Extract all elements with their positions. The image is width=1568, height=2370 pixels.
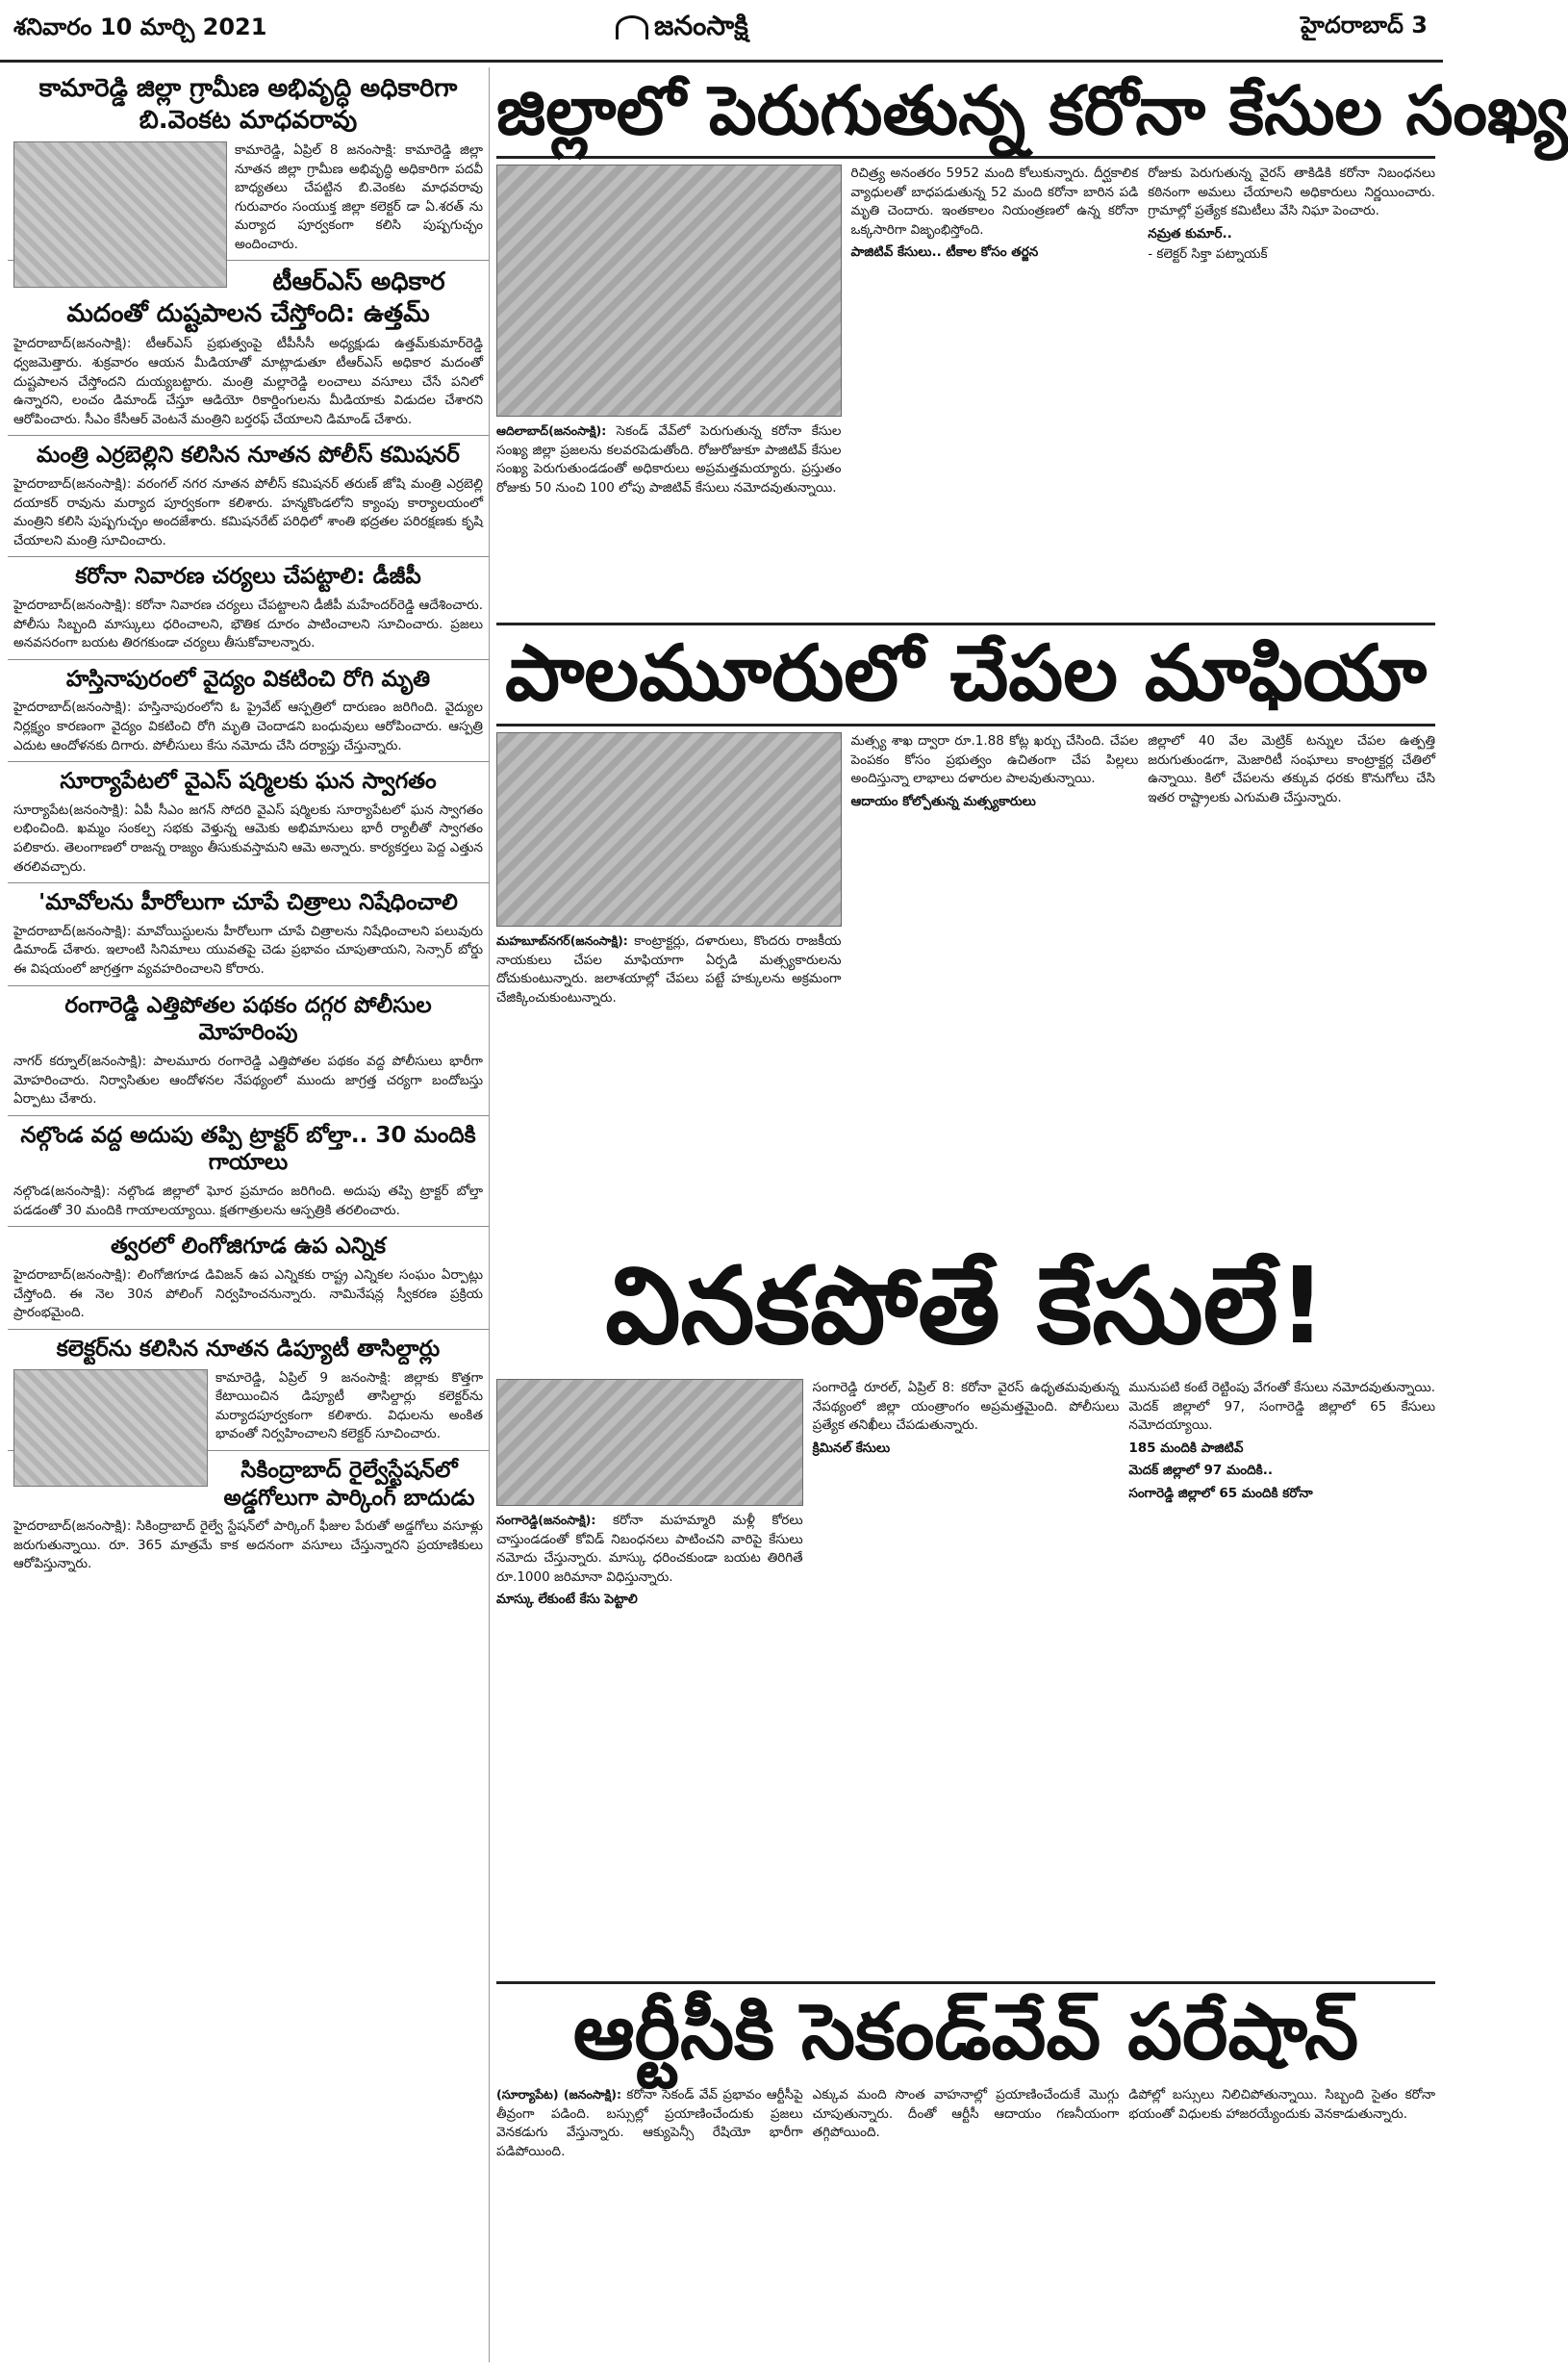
story1-col2 xyxy=(851,165,1139,617)
story-dgp xyxy=(8,557,489,659)
paragraph: జిల్లాలో 40 వేల మెట్రిక్ టన్నుల చేపల ఉత్పత్తి జరుగుతుండగా, మెజారిటీ సంఘాలు కాంట్రాక్టర్ల చేతిలో ఉన్నాయి. కిలో చేపలను తక్కువ ధరకు కొనుగోలు చేసి ఇతర రాష్ట్రాలకు ఎగుమతి చేస్తున్నారు. xyxy=(1148,733,1435,805)
subheading: పాజిటివ్ కేసులు.. టీకాల కోసం తర్జన xyxy=(850,244,1039,261)
story-lingojiguda xyxy=(8,1227,489,1329)
story3-col1 xyxy=(496,1379,803,1975)
story-body: సూర్యాపేట(జనంసాక్షి): ఏపీ సీఎం జగన్ సోదరి వైఎస్ షర్మిలకు సూర్యాపేటలో ఘన స్వాగతం లభించింది. ఖమ్మం సంకల్ప సభకు వెళ్తున్న ఆమెకు అభిమానులు భారీ ర్యాలీతో స్వాగతం పలికారు. తెలంగాణలో రాజన్న రాజ్యం తీసుకువస్తామని ఆమె అన్నారు. కార్యకర్తలు పెద్ద ఎత్తున తరలివచ్చారు. xyxy=(13,802,483,875)
story-hastinapuram xyxy=(8,660,489,762)
story3-col3 xyxy=(1128,1379,1435,1975)
story-body: హైదరాబాద్(జనంసాక్షి): లింగోజిగూడ డివిజన్ ఉప ఎన్నికకు రాష్ట్ర ఎన్నికల సంఘం ఏర్పాట్లు చేస్తోంది. ఈ నెల 30న పోలింగ్ నిర్వహించనున్నారు. నామినేషన్ల స్వీకరణ ప్రక్రియ ప్రారంభమైంది. xyxy=(13,1267,483,1321)
story-rangareddy-police xyxy=(8,986,489,1116)
headline-fish-mafia: పాలమూరులో చేపల మాఫియా xyxy=(496,623,1435,726)
story1-body xyxy=(496,159,1435,623)
subheading: మెదక్ జిల్లాలో 97 మందికి.. xyxy=(1128,1463,1273,1479)
story-body: హైదరాబాద్(జనంసాక్షి): సికింద్రాబాద్ రైల్వే స్టేషన్‌లో పార్కింగ్ ఫీజుల పేరుతో అడ్డగోలు వసూళ్లు జరుగుతున్నాయి. రూ. 365 మాత్రమే కాక అదనంగా వసూలు చేస్తున్నారని ప్రయాణికులు ఆరోపిస్తున్నారు. xyxy=(13,1518,483,1572)
story1-text1 xyxy=(496,422,842,497)
quote-attribution: - కలెక్టర్ సిక్తా పట్నాయక్ xyxy=(1148,246,1268,263)
story4-col1 xyxy=(496,2086,803,2165)
page-header xyxy=(0,0,1443,63)
news-photo-checking xyxy=(496,1379,803,1506)
story4-text1 xyxy=(496,2086,803,2161)
masthead-title: జనంసాక్షి xyxy=(654,10,748,41)
story-body: హైదరాబాద్(జనంసాక్షి): హస్తినాపురంలోని ఓ ప్రైవేట్ ఆస్పత్రిలో దారుణం జరిగింది. వైద్యుల నిర్లక్ష్యం కారణంగా వైద్యం వికటించి రోగి మృతి చెందాడని బంధువులు ఆరోపించారు. ఆస్పత్రి ఎదుట ఆందోళనకు దిగారు. పోలీసులు కేసు నమోదు చేసి దర్యాప్తు చేస్తున్నారు. xyxy=(13,700,483,753)
story-tractor-accident xyxy=(8,1116,489,1228)
dateline: (సూర్యాపేట) (జనంసాక్షి): xyxy=(496,2087,622,2102)
story-headline: టీఆర్ఎస్ అధికార మదంతో దుష్టపాలన చేస్తోంది: ఉత్తమ్ xyxy=(66,268,445,328)
story-headline: సూర్యాపేటలో వైఎస్ షర్మిలకు ఘన స్వాగతం xyxy=(60,769,437,795)
story-body: నల్గొండ(జనంసాక్షి): నల్గొండ జిల్లాలో ఘోర ప్రమాదం జరిగింది. అదుపు తప్పి ట్రాక్టర్ బోల్తా పడడంతో 30 మందికి గాయాలయ్యాయి. క్షతగాత్రులను ఆస్పత్రికి తరలించారు. xyxy=(13,1184,483,1218)
news-photo xyxy=(13,1369,208,1487)
story-madhava-rao xyxy=(8,67,489,261)
dateline: సంగారెడ్డి(జనంసాక్షి): xyxy=(496,1513,596,1527)
paragraph: కరోనా సెకండ్ వేవ్ ప్రభావం ఆర్టీసీపై తీవ్రంగా పడింది. బస్సుల్లో ప్రయాణించేందుకు ప్రజలు వెనకడుగు వేస్తున్నారు. ఆక్యుపెన్సీ రేషియో భారీగా పడిపోయింది. xyxy=(496,2087,803,2159)
masthead-logo-icon xyxy=(616,15,648,39)
story-headline: కలెక్టర్‌ను కలిసిన నూతన డిప్యూటీ తాసిల్దార్లు xyxy=(56,1336,441,1362)
page-city: హైదరాబాద్ 3 xyxy=(1301,12,1428,38)
story-body: కామారెడ్డి, ఏప్రిల్ 9 జనంసాక్షి: జిల్లాకు కొత్తగా కేటాయించిన డిప్యూటీ తాసిల్దార్లు కలెక్టర్‌ను మర్యాదపూర్వకంగా కలిశారు. విధులను అంకిత భావంతో నిర్వహించాలని కలెక్టర్ సూచించారు. xyxy=(215,1369,483,1442)
story-headline: రంగారెడ్డి ఎత్తిపోతల పథకం దగ్గర పోలీసుల మోహరింపు xyxy=(64,992,432,1046)
subheading: 185 మందికి పాజిటివ్ xyxy=(1128,1440,1244,1456)
story-headline: 'మావోలను హీరోలుగా చూపే చిత్రాలు నిషేధించాలి xyxy=(38,890,458,916)
story-body: హైదరాబాద్(జనంసాక్షి): టీఆర్ఎస్ ప్రభుత్వంపై టీపీసీసీ అధ్యక్షుడు ఉత్తమ్‌కుమార్‌రెడ్డి ధ్వజమెత్తారు. శుక్రవారం ఆయన మీడియాతో మాట్లాడుతూ టీఆర్ఎస్ అధికార మదంతో దుష్టపాలన చేస్తోందని దుయ్యబట్టారు. మంత్రి మల్లారెడ్డి లంచాలు వసూలు చేసే పనిలో ఉన్నారని, లంచం డిమాండ్ చేస్తూ ఆడియో రికార్డింగులను మీడియాకు విడుదల చేశారని ఆరోపించారు. సీఎం కేసీఆర్ వెంటనే మంత్రిని బర్తరఫ్ చేయాలని డిమాండ్ చేశారు. xyxy=(13,336,483,427)
story-headline: మంత్రి ఎర్రబెల్లిని కలిసిన నూతన పోలీస్ కమిషనర్ xyxy=(37,443,460,469)
story-body: కామారెడ్డి, ఏప్రిల్ 8 జనంసాక్షి: కామారెడ్డి జిల్లా నూతన జిల్లా గ్రామీణ అభివృద్ధి అధికారిగా పదవీ బాధ్యతలు చేపట్టిన బి.వెంకట మాధవరావు గురువారం సంయుక్త జిల్లా కలెక్టర్ డా ఏ.శరత్ ను మర్యాద పూర్వకంగా కలిసి పుష్పగుచ్ఛం అందించారు. xyxy=(235,142,483,252)
story-headline: కరోనా నివారణ చర్యలు చేపట్టాలి: డీజీపీ xyxy=(75,564,421,590)
headline-corona-cases: జిల్లాలో పెరుగుతున్న కరోనా కేసుల సంఖ్య xyxy=(496,67,1435,159)
story3-text1 xyxy=(496,1512,803,1587)
masthead xyxy=(616,10,748,48)
subheading: మాస్కు లేకుంటే కేసు పెట్టాలి xyxy=(496,1592,638,1608)
paragraph: సంగారెడ్డి రూరల్, ఏప్రిల్ 8: కరోనా వైరస్ ఉధృతమవుతున్న నేపథ్యంలో జిల్లా యంత్రాంగం అప్రమత్తమైంది. పోలీసులు ప్రత్యేక తనిఖీలు చేపడుతున్నారు. xyxy=(812,1380,1120,1434)
headline-rtc-second-wave: ఆర్టీసీకి సెకండ్‌వేవ్ పరేషాన్ xyxy=(496,1981,1435,2080)
paragraph: రోజుకు పెరుగుతున్న వైరస్ తాకిడికి కరోనా నిబంధనలు కఠినంగా అమలు చేయాలని అధికారులు నిర్ణయించారు. గ్రామాల్లో ప్రత్యేక కమిటీలు వేసి నిఘా పెంచారు. xyxy=(1148,166,1435,219)
story3-body xyxy=(496,1373,1435,1981)
left-column xyxy=(8,67,490,2362)
story2-col2 xyxy=(851,732,1139,1233)
story-body: నాగర్ కర్నూల్(జనంసాక్షి): పాలమూరు రంగారెడ్డి ఎత్తిపోతల పథకం వద్ద పోలీసులు భారీగా మోహరించారు. నిర్వాసితుల ఆందోళనల నేపథ్యంలో ముందు జాగ్రత్త చర్యగా బందోబస్తు ఏర్పాటు చేశారు. xyxy=(13,1054,483,1108)
story-headline: త్వరలో లింగోజిగూడ ఉప ఎన్నిక xyxy=(111,1234,386,1260)
story2-body xyxy=(496,726,1435,1238)
dateline: ఆదిలాబాద్(జనంసాక్షి): xyxy=(496,423,607,438)
story-deputy-tahsildars xyxy=(8,1330,489,1451)
story4-col3 xyxy=(1128,2086,1435,2165)
story4-col2 xyxy=(813,2086,1120,2165)
subheading: నమ్రత కుమార్.. xyxy=(1148,225,1232,242)
main-area xyxy=(496,67,1568,2362)
story2-col3 xyxy=(1148,732,1435,1233)
story-body: హైదరాబాద్(జనంసాక్షి): కరోనా నివారణ చర్యలు చేపట్టాలని డీజీపీ మహేందర్‌రెడ్డి ఆదేశించారు. పోలీసు సిబ్బంది మాస్కులు ధరించాలని, భౌతిక దూరం పాటించాలని సూచించారు. ప్రజలు అనవసరంగా బయట తిరగకుండా చర్యలు తీసుకోవాలన్నారు. xyxy=(13,597,483,651)
story-maoist-films xyxy=(8,883,489,985)
story-body: హైదరాబాద్(జనంసాక్షి): మావోయిస్టులను హీరోలుగా చూపే చిత్రాలను నిషేధించాలని పలువురు డిమాండ్ చేశారు. ఇలాంటి సినిమాలు యువతపై చెడు ప్రభావం చూపుతాయని, సెన్సార్ బోర్డు ఈ విషయంలో జాగ్రత్తగా వ్యవహరించాలని కోరారు. xyxy=(13,923,483,977)
subheading: క్రిమినల్ కేసులు xyxy=(812,1440,891,1456)
story4-body xyxy=(496,2080,1435,2171)
news-photo-corona xyxy=(496,165,842,417)
paragraph: ఎక్కువ మంది సొంత వాహనాల్లో ప్రయాణించేందుకే మొగ్గు చూపుతున్నారు. దీంతో ఆర్టీసీ ఆదాయం గణనీయంగా తగ్గిపోయింది. xyxy=(812,2087,1120,2141)
story-headline: కామారెడ్డి జిల్లా గ్రామీణ అభివృద్ధి అధికారిగా బి.వెంకట మాధవరావు xyxy=(38,74,458,135)
headline-cases-if-not-listen: వినకపోతే కేసులే! xyxy=(605,1244,1327,1367)
story2-text1 xyxy=(496,932,842,1007)
paragraph: కరోనా మహమ్మారి మళ్లీ కోరలు చాస్తుండడంతో కోవిడ్ నిబంధనలు పాటించని వారిపై కేసులు నమోదు చేస్తున్నారు. మాస్కు ధరించకుండా బయట తిరిగితే రూ.1000 జరిమానా విధిస్తున్నారు. xyxy=(496,1513,803,1585)
story2-col1 xyxy=(496,732,842,1233)
news-photo xyxy=(13,141,227,288)
page-date: శనివారం 10 మార్చి 2021 xyxy=(13,13,267,40)
story3-col2 xyxy=(813,1379,1120,1975)
paragraph: కాంట్రాక్టర్లు, దళారులు, కొందరు రాజకీయ నాయకులు చేపల మాఫియాగా ఏర్పడి మత్స్యకారులను దోచుకుంటున్నారు. జలాశయాల్లో చేపలు పట్టే హక్కులను అక్రమంగా చేజిక్కించుకుంటున్నారు. xyxy=(496,933,842,1006)
paragraph: రిచిత్ర్య అనంతరం 5952 మంది కోలుకున్నారు. దీర్ఘకాలిక వ్యాధులతో బాధపడుతున్న 52 మంది కరోనా బారిన పడి మృతి చెందారు. ఇంతకాలం నియంత్రణలో ఉన్న కరోనా ఒక్కసారిగా విజృంభిస్తోంది. xyxy=(850,166,1139,238)
paragraph: మునుపటి కంటే రెట్టింపు వేగంతో కేసులు నమోదవుతున్నాయి. మెదక్ జిల్లాలో 97, సంగారెడ్డి జిల్లాలో 65 కేసులు నమోదయ్యాయి. xyxy=(1128,1380,1436,1434)
story-headline: నల్గొండ వద్ద అదుపు తప్పి ట్రాక్టర్ బోల్తా.. 30 మందికి గాయాలు xyxy=(20,1122,476,1176)
news-photo-fishing xyxy=(496,732,842,927)
story1-col1 xyxy=(496,165,842,617)
story-body: హైదరాబాద్(జనంసాక్షి): వరంగల్ నగర నూతన పోలీస్ కమిషనర్ తరుణ్ జోషి మంత్రి ఎర్రబెల్లి దయాకర్ రావును మర్యాద పూర్వకంగా కలిశారు. హన్మకొండలోని క్యాంపు కార్యాలయంలో మంత్రిని కలిసి పుష్పగుచ్ఛం అందజేశారు. కమిషనరేట్ పరిధిలో శాంతి భద్రతల పరిరక్షణకు కృషి చేయాలని మంత్రి సూచించారు. xyxy=(13,475,483,548)
paragraph: సెకండ్ వేవ్‌లో పెరుగుతున్న కరోనా కేసుల సంఖ్య జిల్లా ప్రజలను కలవరపెడుతోంది. రోజురోజుకూ పాజిటివ్ కేసుల సంఖ్య పెరుగుతుండడంతో అధికారులు అప్రమత్తమయ్యారు. ప్రస్తుతం రోజుకు 50 నుంచి 100 లోపు పాజిటివ్ కేసులు నమోదవుతున్నాయి. xyxy=(496,423,842,496)
dateline: మహబూబ్‌నగర్(జనంసాక్షి): xyxy=(496,933,628,948)
story1-col3 xyxy=(1148,165,1435,617)
subheading: సంగారెడ్డి జిల్లాలో 65 మందికి కరోనా xyxy=(1128,1485,1313,1501)
story-headline: హస్తినాపురంలో వైద్యం వికటించి రోగి మృతి xyxy=(65,666,431,692)
paragraph: మత్స్య శాఖ ద్వారా రూ.1.88 కోట్ల ఖర్చు చేసింది. చేపల పెంపకం కోసం ప్రభుత్వం ఉచితంగా చేప పిల్లలు అందిస్తున్నా లాభాలు దళారుల పాలవుతున్నాయి. xyxy=(850,733,1139,787)
story-errabelli xyxy=(8,436,489,557)
story-headline: సికింద్రాబాద్ రైల్వేస్టేషన్‌లో అడ్డగోలుగా పార్కింగ్ బాదుడు xyxy=(223,1457,475,1511)
subheading: ఆదాయం కోల్పోతున్న మత్స్యకారులు xyxy=(850,793,1036,809)
story-sharmila xyxy=(8,762,489,883)
paragraph: డిపోల్లో బస్సులు నిలిచిపోతున్నాయి. సిబ్బంది సైతం కరోనా భయంతో విధులకు హాజరయ్యేందుకు వెనకాడుతున్నారు. xyxy=(1128,2087,1436,2122)
